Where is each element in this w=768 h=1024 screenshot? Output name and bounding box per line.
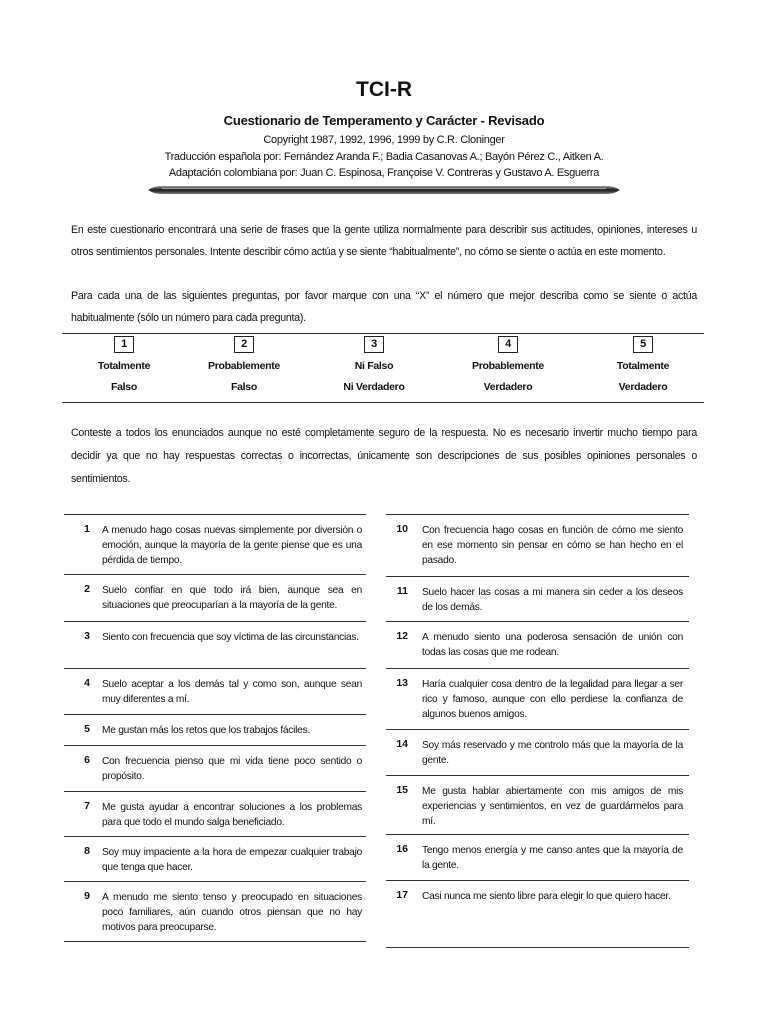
questionnaire-item [386,775,689,835]
item-number: 1 [84,523,90,535]
item-number: 17 [396,889,408,901]
scale-label-line2: Falso [231,381,257,393]
questionnaire-item [64,745,366,792]
item-number: 9 [84,890,90,902]
item-statement: Con frecuencia hago cosas en función de cómo me siento en ese momento sin pensar en cómo se han hecho en el pasado. [422,525,683,566]
item-statement: Soy muy impaciente a la hora de empezar cualquier trabajo que tenga que hacer. [102,847,362,873]
item-number: 15 [396,784,408,796]
document-subtitle: Cuestionario de Temperamento y Carácter - Revisado [223,113,545,128]
scale-label-line1: Totalmente [616,360,670,372]
scale-option-3 [304,334,444,394]
questionnaire-item [64,881,366,942]
scale-number-box: 5 [633,336,653,353]
item-number: 6 [84,754,90,766]
scale-label-line1: Probablemente [208,360,280,372]
item-statement: Con frecuencia pienso que mi vida tiene poco sentido o propósito. [102,756,362,782]
questionnaire-item [64,621,366,669]
item-statement: Me gusta hablar abiertamente con mis amigos de mis experiencias y sentimientos, en vez de guardármelos para mí. [422,786,683,827]
item-statement: Tengo menos energía y me canso antes que la mayoría de la gente. [422,845,683,871]
item-statement: A menudo me siento tenso y preocupado en situaciones poco familiares, aún cuando otros piensan que no hay motivos para preocuparse. [102,892,362,933]
item-number: 13 [396,677,408,689]
questionnaire-item [386,668,689,730]
scale-option-5 [573,334,713,394]
item-statement: Me gustan más los retos que los trabajos fáciles. [102,725,311,736]
item-number: 7 [84,800,90,812]
item-statement: A menudo siento una poderosa sensación de unión con todas las cosas que me rodean. [422,632,683,658]
scale-option-4 [438,334,578,394]
item-statement: Haría cualquier cosa dentro de la legalidad para llegar a ser rico y famoso, aunque con ello perdiese la confianza de algunos buenos amigos. [422,679,683,720]
questionnaire-item [386,729,689,776]
scale-label-line2: Ni Verdadero [343,381,405,393]
item-statement: Me gusta ayudar a encontrar soluciones a los problemas para que todo el mundo salga beneficiado. [102,802,362,828]
item-number: 3 [84,630,90,642]
item-number: 10 [396,523,408,535]
questionnaire-item [64,574,366,622]
item-statement: Suelo confiar en que todo irá bien, aunque sea en situaciones que preocuparían a la mayoría de la gente. [102,585,362,611]
copyright-line: Copyright 1987, 1992, 1996, 1999 by C.R. Cloninger [263,134,505,146]
scale-bottom-rule [62,402,704,403]
document-title: TCI-R [356,78,412,101]
item-number: 11 [396,585,408,597]
scale-label-line1: Totalmente [97,360,151,372]
decorative-divider [148,185,620,195]
questionnaire-item [64,791,366,837]
scale-option-1 [54,334,194,394]
item-number: 5 [84,723,90,735]
scale-label-line2: Verdadero [483,381,533,393]
item-number: 14 [396,738,408,750]
column-bottom-rule [64,941,366,942]
item-number: 8 [84,845,90,857]
scale-label-line1: Ni Falso [354,360,394,372]
item-statement: Casi nunca me siento libre para elegir lo que quiero hacer. [422,891,671,902]
column-bottom-rule [386,947,689,948]
item-number: 12 [396,630,408,642]
questionnaire-item [386,880,689,948]
scale-number-box: 4 [498,336,518,353]
questionnaire-item [64,714,366,746]
item-statement: Suelo hacer las cosas a mi manera sin ceder a los deseos de los demás. [422,587,683,613]
questionnaire-item [64,836,366,882]
item-statement: A menudo hago cosas nuevas simplemente por diversión o emoción, aunque la mayoría de la gente piense que es una pérdida de tiempo. [102,525,362,566]
questionnaire-item [386,514,689,577]
item-number: 4 [84,677,90,689]
adaptation-credit: Adaptación colombiana por: Juan C. Espinosa, Françoise V. Contreras y Gustavo A. Esguerra [168,167,600,179]
item-statement: Siento con frecuencia que soy víctima de las circunstancias. [102,632,359,643]
answer-guidance-paragraph: Conteste a todos los enunciados aunque no esté completamente seguro de la respuesta. No es necesario invertir mucho tiempo para decidir ya que no hay respuestas correctas o incorrectas, únicamente son descripciones de sus posibles opiniones personales o sentimientos. [71,427,697,485]
scale-label-line2: Verdadero [618,381,668,393]
questionnaire-item [386,576,689,622]
scale-label-line1: Probablemente [472,360,544,372]
scale-number-box: 2 [234,336,254,353]
intro-paragraph: En este cuestionario encontrará una serie de frases que la gente utiliza normalmente para describir sus actitudes, opiniones, intereses u otros sentimientos personales. Intente describir cómo actúa y se siente “habitualmente”, no cómo se siente o actúa en este momento. [71,224,697,258]
questionnaire-item [386,834,689,881]
scale-option-2 [174,334,314,394]
item-number: 2 [84,583,90,595]
scale-label-line2: Falso [111,381,137,393]
questionnaire-item [386,621,689,669]
instructions-paragraph: Para cada una de las siguientes preguntas, por favor marque con una “X” el número que mejor describa como se siente o actúa habitualmente (sólo un número para cada pregunta). [71,290,697,324]
item-number: 16 [396,843,408,855]
translation-credit: Traducción española por: Fernández Aranda F.; Badia Casanovas A.; Bayón Pérez C., Aitken A. [164,151,604,163]
questionnaire-item [64,668,366,715]
scale-number-box: 3 [364,336,384,353]
item-statement: Suelo aceptar a los demás tal y como son, aunque sean muy diferentes a mí. [102,679,362,705]
questionnaire-item [64,514,366,575]
item-statement: Soy más reservado y me controlo más que la mayoría de la gente. [422,740,683,766]
scale-number-box: 1 [114,336,134,353]
